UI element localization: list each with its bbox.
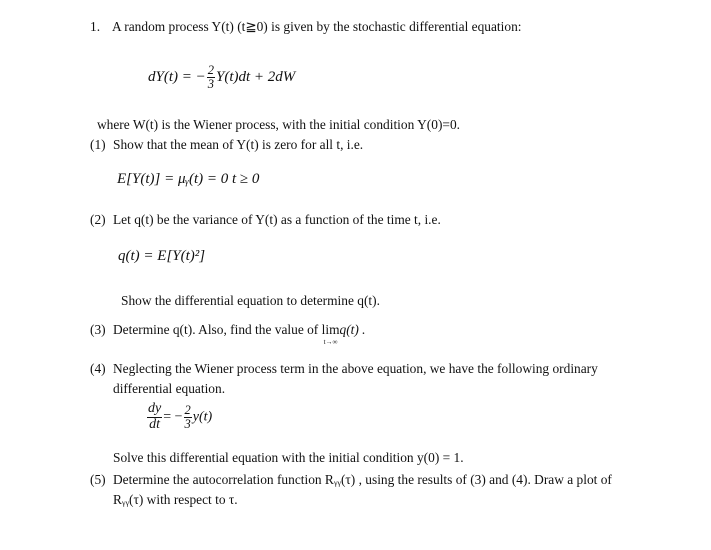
part2-text: Let q(t) be the variance of Y(t) as a function of the time t, i.e.	[113, 212, 441, 227]
where-text: where W(t) is the Wiener process, with the initial condition Y(0)=0.	[97, 117, 461, 132]
problem-number: 1.	[90, 19, 101, 34]
part3-text-block	[113, 323, 366, 346]
part2-label: (2)	[90, 212, 106, 227]
ode-derivative	[147, 402, 162, 432]
ode-num: dy	[148, 401, 162, 416]
part4-label: (4)	[90, 361, 106, 376]
ode-equals: = −	[163, 409, 183, 425]
ode-rhs: y(t)	[192, 409, 213, 425]
ode-frac-den: 3	[184, 416, 191, 431]
ode-frac-num: 2	[184, 402, 191, 417]
sde-rhs: Y(t)dt + 2dW	[216, 69, 296, 86]
ode-den: dt	[149, 416, 161, 432]
part5-label: (5)	[90, 472, 106, 487]
part4-text-line1: Neglecting the Wiener process term in the above equation, we have the following ordinary	[113, 361, 598, 376]
part5-text-line1: Determine the autocorrelation function Rᵧᵧ(τ) , using the results of (3) and (4). Draw a plot of	[113, 472, 612, 487]
part3-text: Determine q(t). Also, find the value of	[113, 322, 319, 337]
sde-lhs: dY(t) = −	[148, 69, 206, 86]
ode-equation	[146, 402, 212, 432]
part2-equation: q(t) = E[Y(t)²]	[118, 248, 206, 264]
sde-fraction	[207, 64, 215, 91]
lim-word: lim	[321, 322, 340, 337]
limit-operator	[322, 323, 340, 346]
part1-equation: E[Y(t)] = μᵧ(t) = 0 t ≥ 0	[117, 171, 260, 187]
problem-intro: A random process Y(t) (t≧0) is given by the stochastic differential equation:	[112, 19, 522, 34]
lim-subscript: t→∞	[323, 337, 338, 346]
part5-text-line2: Rᵧᵧ(τ) with respect to τ.	[113, 492, 238, 507]
part1-label: (1)	[90, 137, 106, 152]
sde-frac-num: 2	[207, 63, 214, 77]
sde-frac-den: 3	[207, 77, 214, 92]
part1-text: Show that the mean of Y(t) is zero for all t, i.e.	[113, 137, 364, 152]
part4-text-line2: differential equation.	[113, 381, 226, 396]
part4-solve-text: Solve this differential equation with the initial condition y(0) = 1.	[113, 450, 464, 465]
sde-equation	[148, 64, 295, 91]
part3-label: (3)	[90, 322, 106, 337]
part2-followup: Show the differential equation to determine q(t).	[121, 293, 380, 308]
lim-expression: q(t) .	[339, 322, 366, 337]
ode-fraction	[184, 404, 192, 431]
